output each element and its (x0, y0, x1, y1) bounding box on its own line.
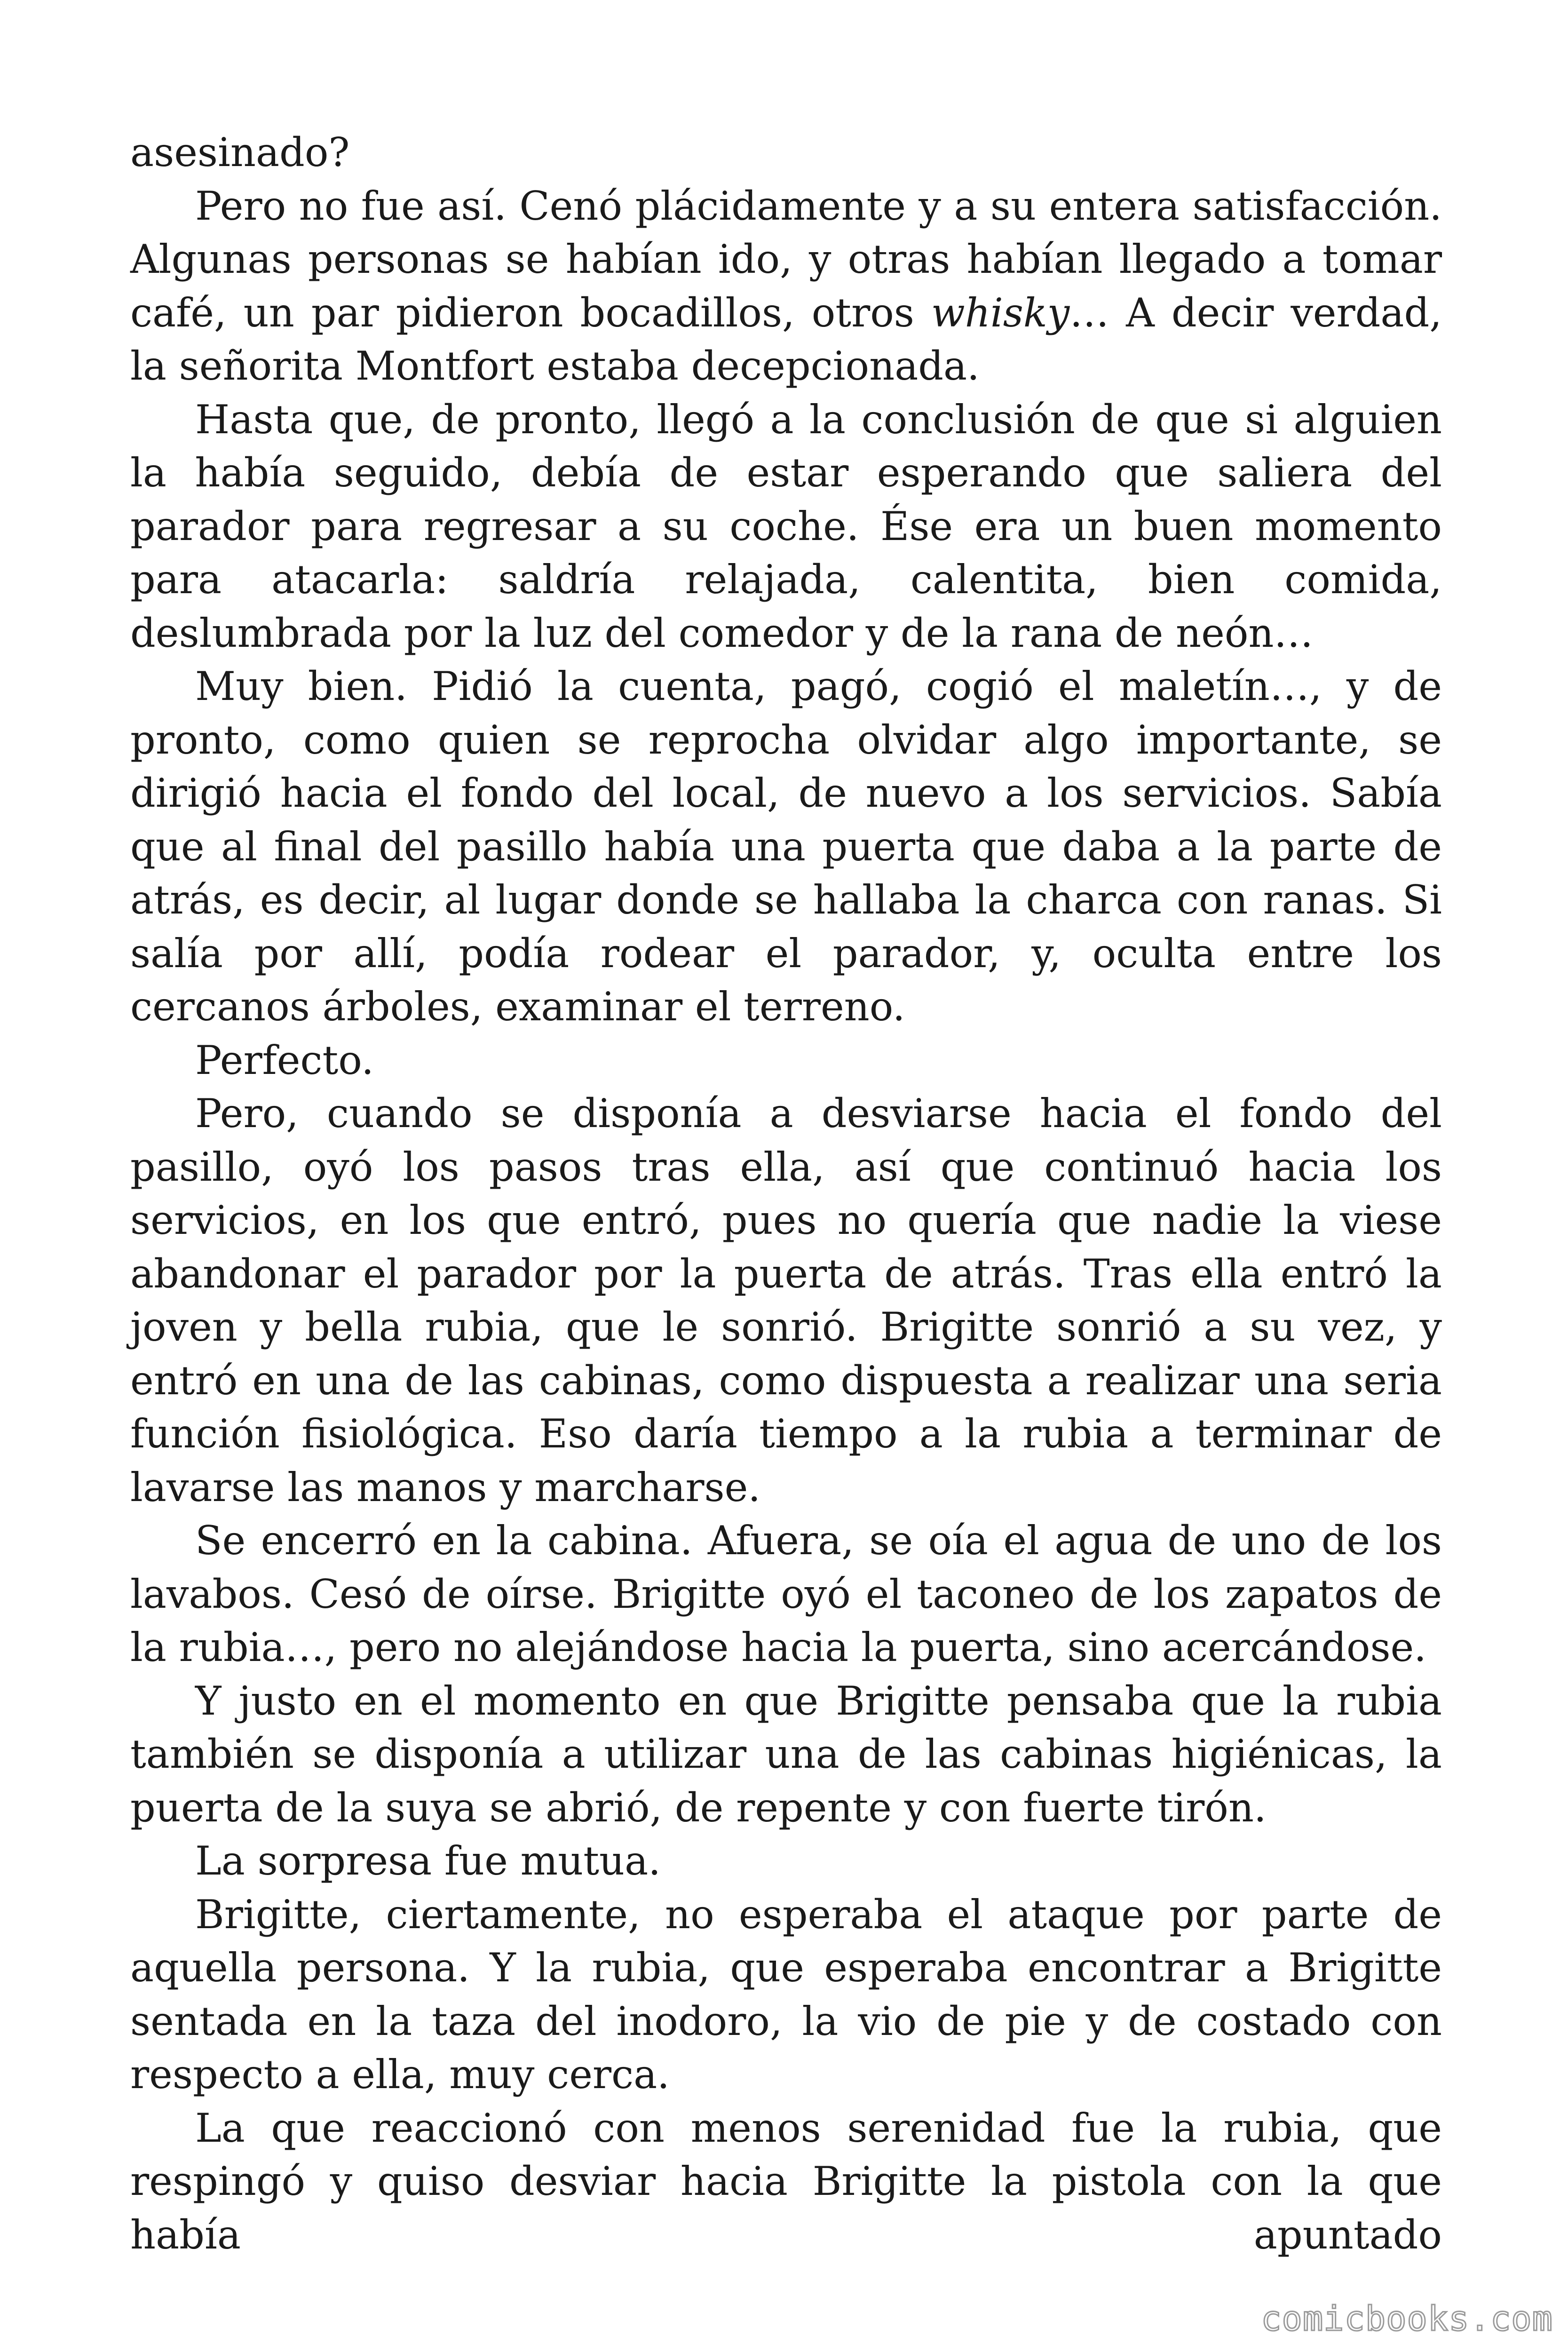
text-run: Y justo en el momento en que Brigitte pensaba que la rubia también se disponía a utilizar una de las cabinas higiénicas, la puerta de la suya se abrió, de repente y con fuerte tirón. (130, 1677, 1442, 1831)
text-run: Se encerró en la cabina. Afuera, se oía el agua de uno de los lavabos. Cesó de oírse. Brigitte oyó el taconeo de los zapatos de la rubia…, pero no alejándose hacia la puerta, sino acercándose. (130, 1518, 1442, 1670)
paragraph (130, 1034, 1442, 1088)
text-run: … A decir verdad, la señorita Montfort estaba decepcionada. (130, 289, 1442, 389)
paragraph (130, 2102, 1442, 2262)
text-run: La que reaccionó con menos serenidad fue la rubia, que respingó y quiso desviar hacia Brigitte la pistola con la que había apuntado (130, 2105, 1442, 2258)
paragraph (130, 1835, 1442, 1888)
paragraph (130, 393, 1442, 660)
text-run: asesinado? (130, 129, 350, 175)
text-run: La sorpresa fue mutua. (195, 1838, 661, 1884)
text-run: Perfecto. (195, 1037, 374, 1083)
text-run: Hasta que, de pronto, llegó a la conclusión de que si alguien la había seguido, debía de estar esperando que saliera del parador para regresar a su coche. Ése era un buen momento para atacarla: saldría relajada, calentita, bien comida, deslumbrada por la luz del comedor y de la rana de neón… (130, 396, 1442, 656)
italic-text: whisky (931, 289, 1070, 336)
text-run: Pero, cuando se disponía a desviarse hacia el fondo del pasillo, oyó los pasos tras ella, así que continuó hacia los servicios, en los que entró, pues no quería que nadie la viese abandonar el parador por la puerta de atrás. Tras ella entró la joven y bella rubia, que le sonrió. Brigitte sonrió a su vez, y entró en una de las cabinas, como dispuesta a realizar una seria función fisiológica. Eso daría tiempo a la rubia a terminar de lavarse las manos y marcharse. (130, 1090, 1442, 1510)
text-run: Pero no fue así. Cenó plácidamente y a su entera satisfacción. Algunas personas se habían ido, y otras habían llegado a tomar café, un par pidieron bocadillos, otros (130, 183, 1442, 336)
paragraph (130, 660, 1442, 1034)
paragraph (130, 1087, 1442, 1514)
watermark-text: comicbooks.com (1261, 2299, 1553, 2338)
paragraph (130, 126, 1442, 180)
body-text (130, 126, 1442, 2262)
text-run: Muy bien. Pidió la cuenta, pagó, cogió el maletín…, y de pronto, como quien se reprocha olvidar algo importante, se dirigió hacia el fondo del local, de nuevo a los servicios. Sabía que al final del pasillo había una puerta que daba a la parte de atrás, es decir, al lugar donde se hallaba la charca con ranas. Si salía por allí, podía rodear el parador, y, oculta entre los cercanos árboles, examinar el terreno. (130, 663, 1442, 1030)
text-run: Brigitte, ciertamente, no esperaba el ataque por parte de aquella persona. Y la rubia, que esperaba encontrar a Brigitte sentada en la taza del inodoro, la vio de pie y de costado con respecto a ella, muy cerca. (130, 1891, 1442, 2098)
paragraph (130, 180, 1442, 393)
paragraph (130, 1888, 1442, 2102)
paragraph (130, 1675, 1442, 1835)
paragraph (130, 1514, 1442, 1675)
